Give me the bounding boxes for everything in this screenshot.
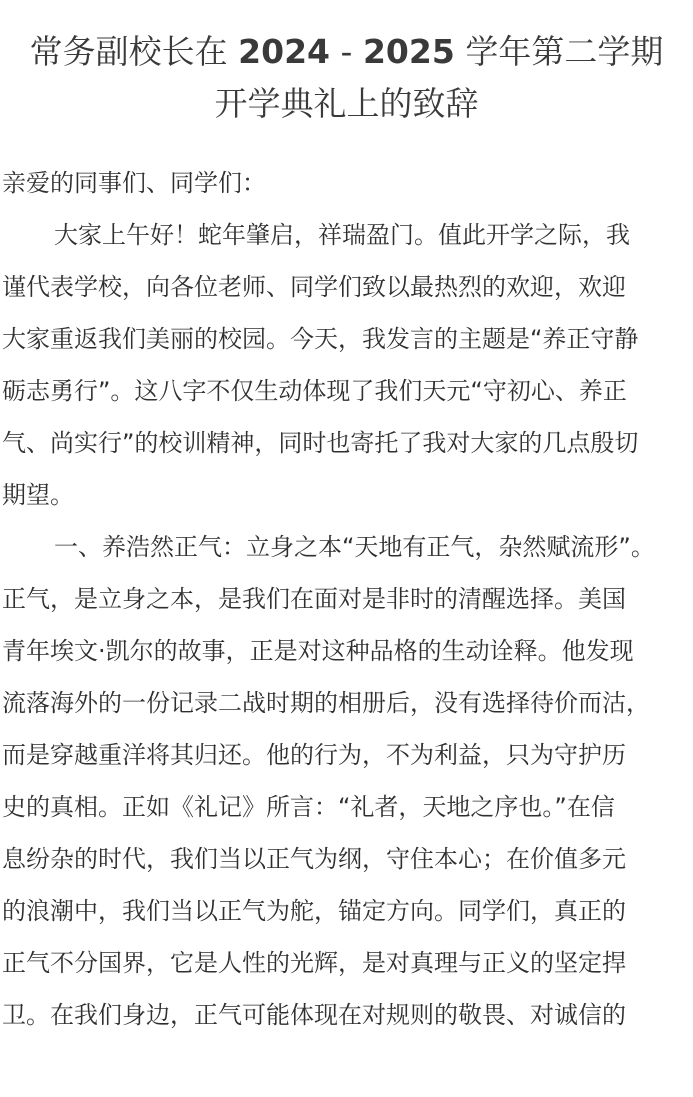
paragraph-line: 大家上午好！蛇年肇启，祥瑞盈门。值此开学之际，我: [54, 221, 630, 249]
paragraph-line: 正气，是立身之本，是我们在面对是非时的清醒选择。美国: [2, 585, 626, 613]
paragraph-line: 而是穿越重洋将其归还。他的行为，不为利益，只为守护历: [2, 741, 626, 769]
paragraph-line: 谨代表学校，向各位老师、同学们致以最热烈的欢迎，欢迎: [2, 273, 626, 301]
title-dash: -: [340, 32, 353, 71]
paragraph-line: 流落海外的一份记录二战时期的相册后，没有选择待价而沽，: [2, 689, 650, 717]
paragraph-line: 期望。: [2, 481, 74, 509]
salutation: 亲爱的同事们、同学们：: [2, 169, 266, 197]
title-year-end: 2025: [362, 32, 455, 71]
document-title-line-1: [0, 32, 693, 72]
paragraph-line: 卫。在我们身边，正气可能体现在对规则的敬畏、对诚信的: [2, 1001, 626, 1029]
paragraph-line: 史的真相。正如《礼记》所言：“礼者，天地之序也。”在信: [2, 793, 615, 821]
paragraph-line: 砺志勇行”。这八字不仅生动体现了我们天元“守初心、养正: [2, 377, 627, 405]
paragraph-line: 气、尚实行”的校训精神，同时也寄托了我对大家的几点殷切: [2, 429, 639, 457]
section-heading-line: 一、养浩然正气：立身之本“天地有正气，杂然赋流形”。: [54, 533, 655, 561]
paragraph-line: 大家重返我们美丽的校园。今天，我发言的主题是“养正守静: [2, 325, 639, 353]
document-title-line-2: 开学典礼上的致辞: [214, 84, 479, 123]
paragraph-line: 息纷杂的时代，我们当以正气为纲，守住本心；在价值多元: [2, 845, 626, 873]
paragraph-line: 青年埃文·凯尔的故事，正是对这种品格的生动诠释。他发现: [2, 637, 634, 665]
title-suffix: 学年第二学期: [465, 32, 664, 71]
paragraph-line: 正气不分国界，它是人性的光辉，是对真理与正义的坚定捍: [2, 949, 626, 977]
paragraph-line: 的浪潮中，我们当以正气为舵，锚定方向。同学们，真正的: [2, 897, 626, 925]
title-prefix: 常务副校长在: [29, 32, 228, 71]
title-year-start: 2024: [238, 32, 331, 71]
